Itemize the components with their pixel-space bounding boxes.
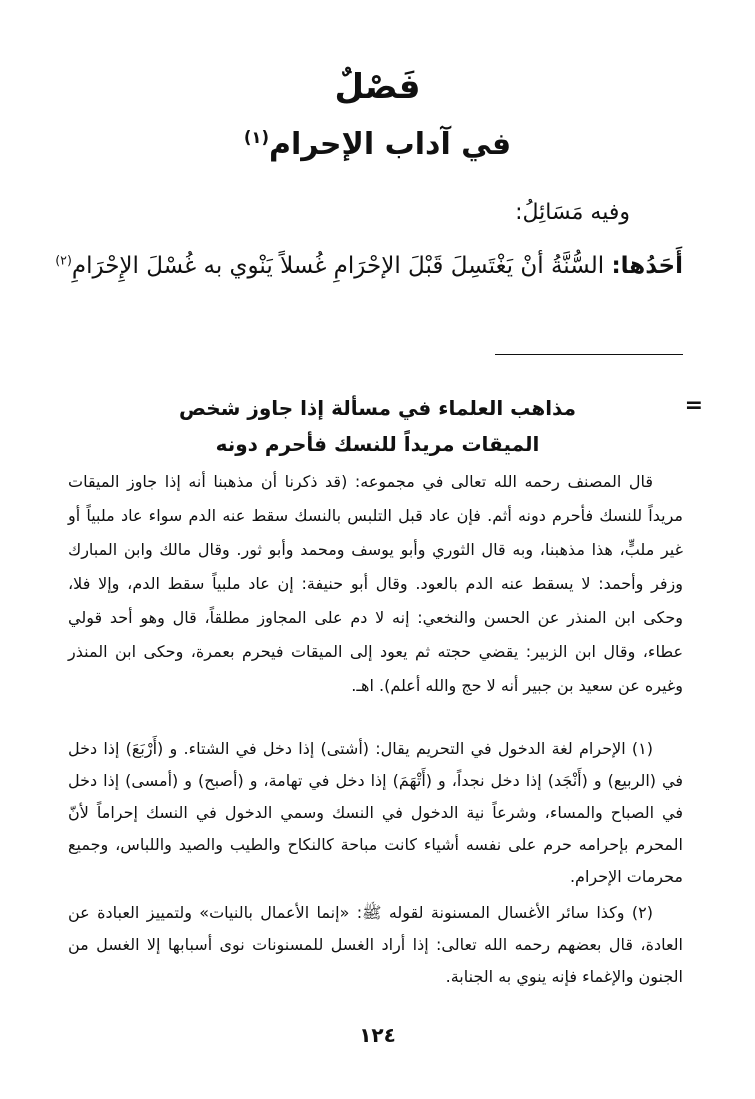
chapter-subheading-text: في آداب الإحرام (269, 127, 512, 162)
first-issue (50, 248, 683, 284)
footnote-2: (٢) وكذا سائر الأغسال المسنونة لقوله ﷺ: «إنما الأعمال بالنيات» ولتمييز العبادة عن العادة، قال بعضهم رحمه الله تعالى: إذا أراد الغسل للمسنونات نوى أسبابها إلا الغسل من الجنون والإغماء فإنه ينوي به الجنابة. (68, 903, 683, 986)
footnote-ref-2: (٢) (55, 252, 72, 268)
chapter-subheading (0, 120, 755, 170)
commentary-title-line-2: الميقات مريداً للنسك فأحرم دونه (215, 432, 540, 456)
page-number: ١٢٤ (359, 1023, 396, 1047)
issues-intro: وفيه مَسَائِلُ: (515, 200, 630, 225)
continuation-marker: = (684, 393, 703, 418)
footnote-1: (١) الإحرام لغة الدخول في التحريم يقال: (أشتى) إذا دخل في الشتاء. و (أَرْبَعَ) إذا دخل في (الربيع) و (أَنْجَد) إذا دخل نجداً، و (أَتْهَمَ) إذا دخل في تهامة، و (أصبح) و (أمسى) إذا دخل في الصباح والمساء، وشرعاً نية الدخول في النسك وسمي الدخول في النسك إحراماً لأنّ المحرم بإحرامه حرم على نفسه أشياء كانت مباحة كالنكاح والطيب والصيد واللباس، وجميع محرمات الإحرام. (68, 739, 683, 886)
footnote-ref-1: (١) (243, 128, 269, 147)
commentary-title (60, 390, 695, 462)
main-text-separator (495, 354, 683, 355)
commentary-paragraph: قال المصنف رحمه الله تعالى في مجموعه: (قد ذكرنا أن مذهبنا أنه إذا جاوز الميقات مريداً للنسك فأحرم دونه أثم. فإن عاد قبل التلبس بالنسك سقط عنه الدم سواء عاد ملبياً أو غير ملبٍّ، هذا مذهبنا، وبه قال الثوري وأبو يوسف ومحمد وأبو ثور. وقال مالك وابن المبارك وزفر وأحمد: لا يسقط عنه الدم بالعود. وقال أبو حنيفة: إن عاد ملبياً سقط الدم، وإلا فلا، وحكى ابن المنذر عن الحسن والنخعي: إنه لا دم على المجاوز مطلقاً، قال وهو أحد قولي عطاء، وقال ابن الزبير: يقضي حجته ثم يعود إلى الميقات فيحرم بعمرة، وحكى ابن المنذر وغيره عن سعيد بن جبير أنه لا حج والله أعلم). اهـ. (68, 472, 683, 695)
chapter-heading: فَصْلٌ (334, 67, 421, 107)
first-issue-lead: أَحَدُها: (611, 253, 683, 279)
commentary-body (68, 465, 683, 703)
first-issue-text: السُّنَّةُ أنْ يَغْتَسِلَ قَبْلَ الإحْرَامِ غُسلاً يَنْوي به غُسْلَ الإِحْرَامِ (71, 253, 605, 279)
commentary-title-line-1: مذاهب العلماء في مسألة إذا جاوز شخص (179, 396, 576, 420)
footnotes (68, 733, 683, 997)
